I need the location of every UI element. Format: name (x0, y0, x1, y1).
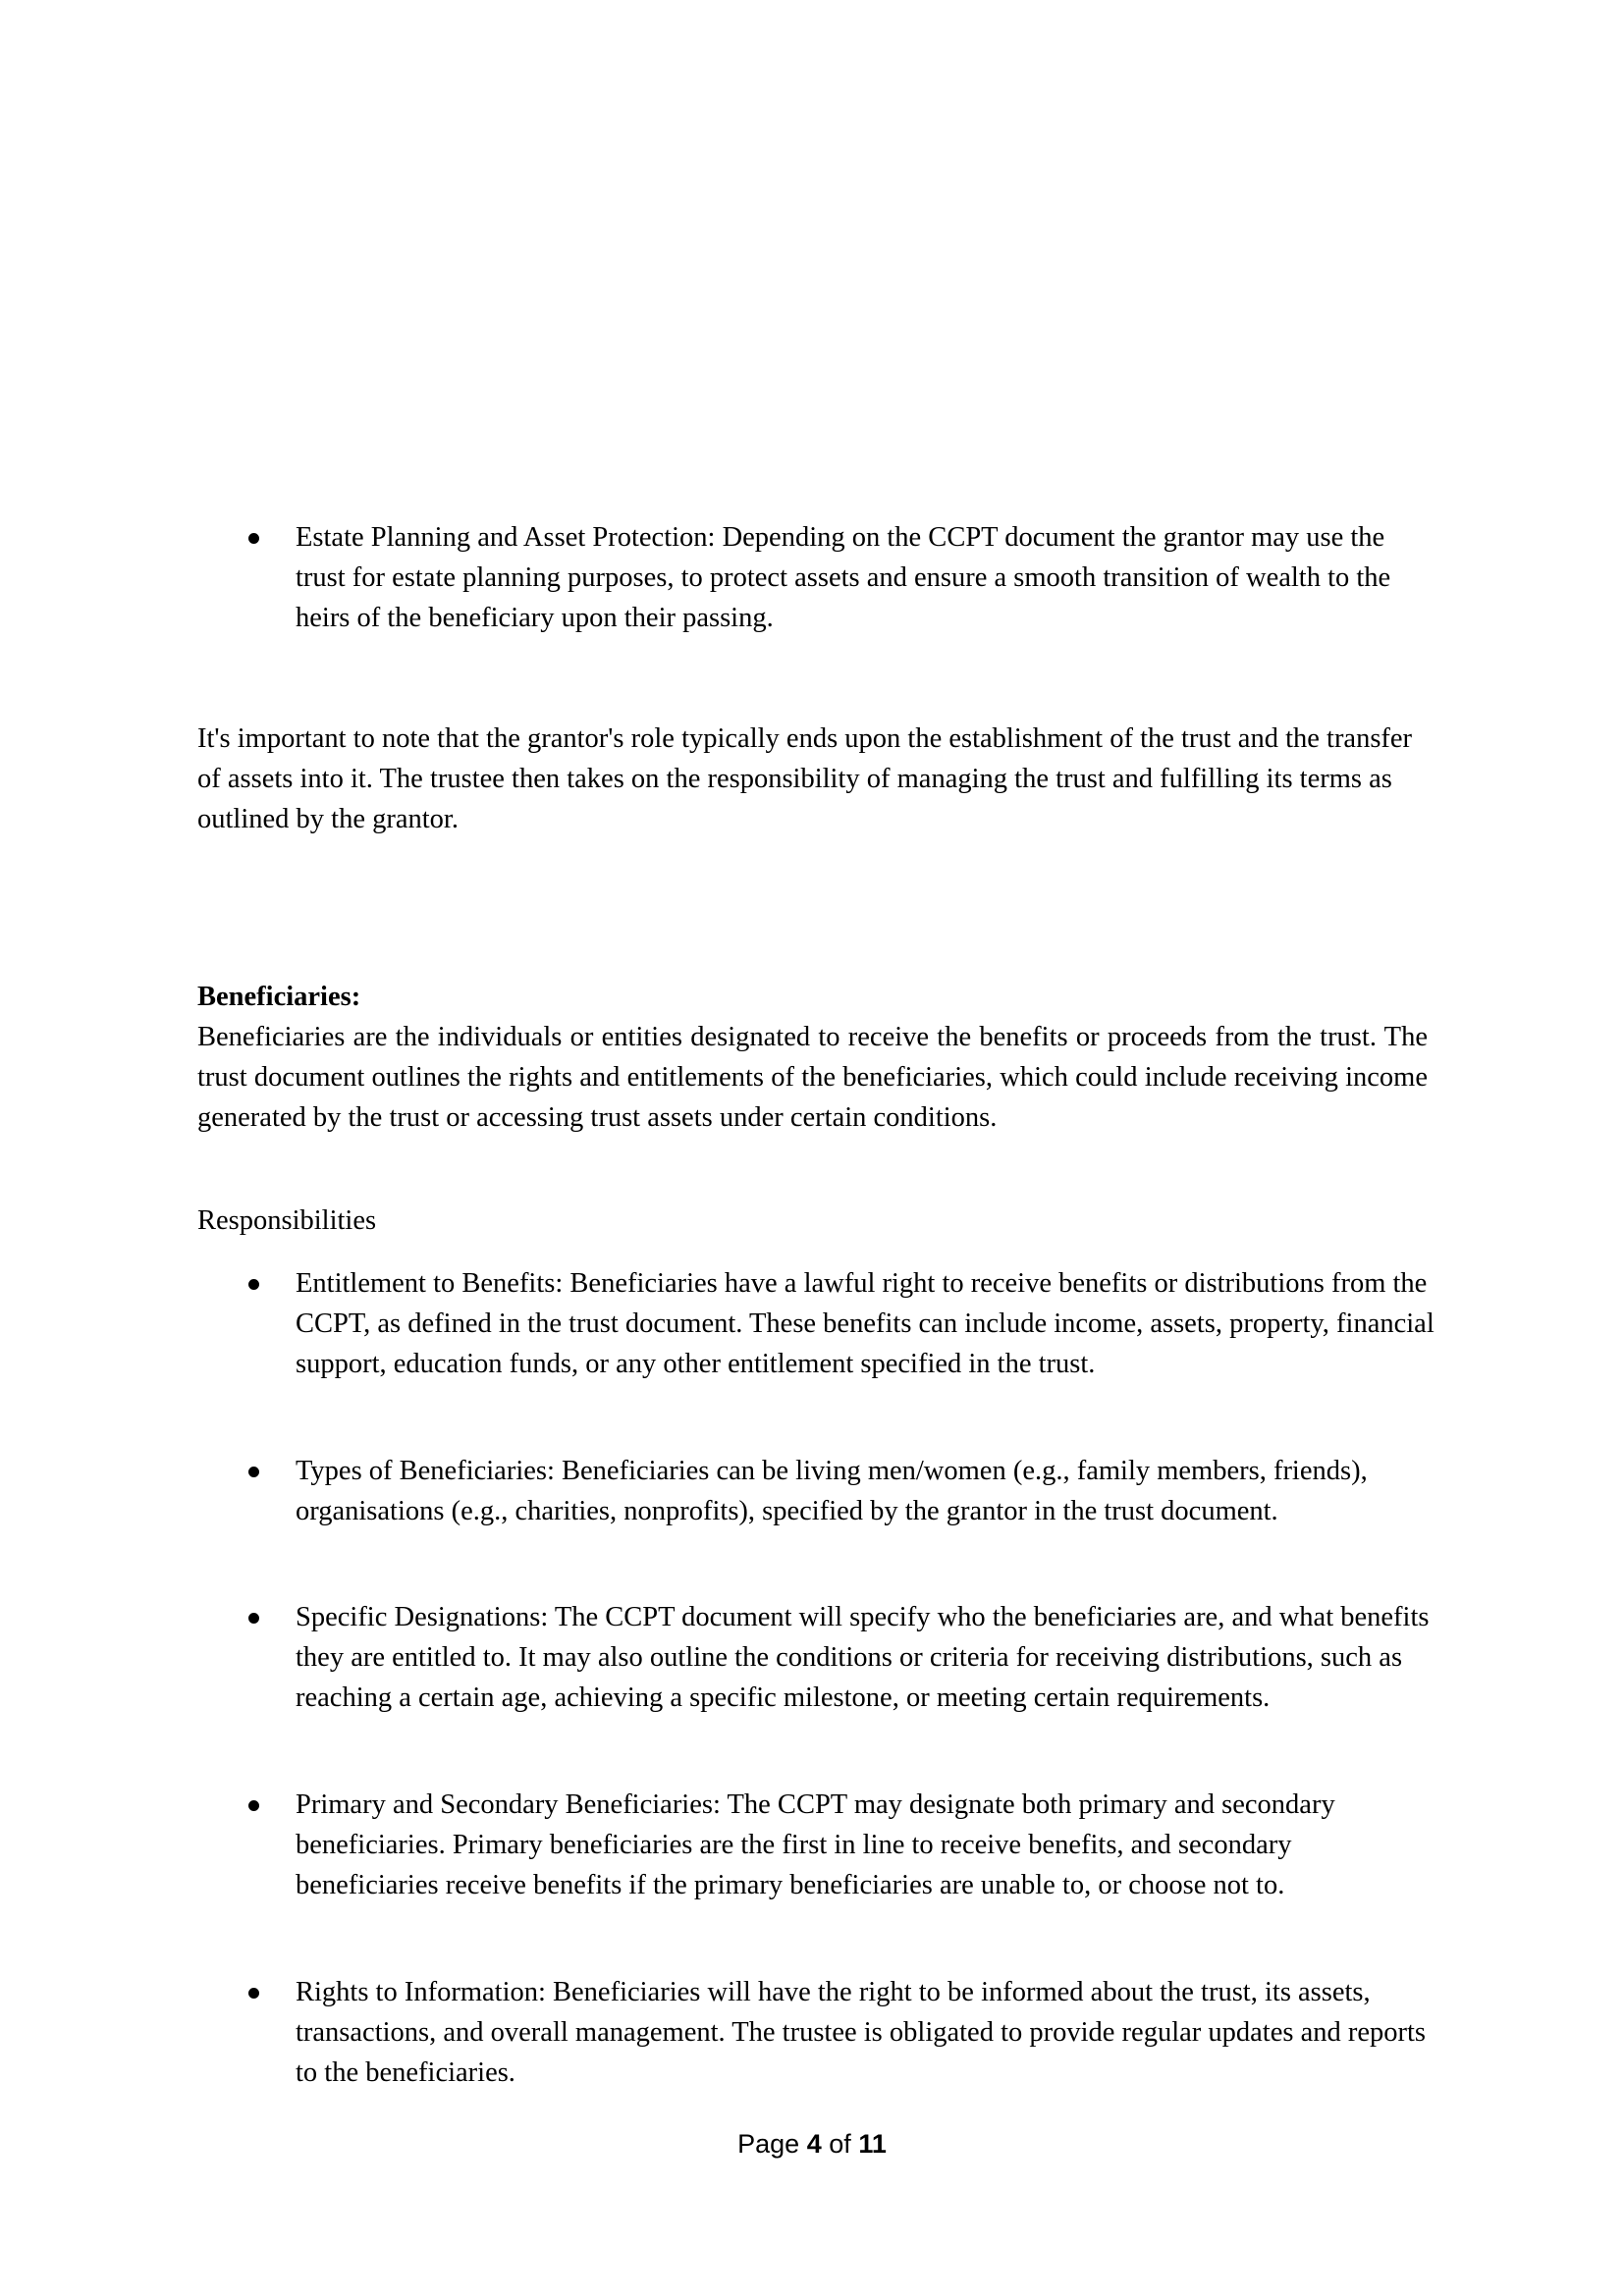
subheading-responsibilities: Responsibilities (197, 1205, 377, 1236)
beneficiaries-intro-paragraph: Beneficiaries are the individuals or entities designated to receive the benefits or proceeds from the trust. The trust document outlines the rights and entitlements of the beneficiaries, which could include receiving income generated by the trust or accessing trust assets under certain conditions. (197, 1022, 1428, 1134)
list-item-text: Types of Beneficiaries: Beneficiaries can be living men/women (e.g., family members, friends), organisations (e.g., charities, nonprofits), specified by the grantor in the trust document. (296, 1456, 1368, 1527)
section-heading-beneficiaries: Beneficiaries: (197, 982, 361, 1012)
list-item-text: Specific Designations: The CCPT document will specify who the beneficiaries are, and what benefits they are entitled to. It may also outline the conditions or criteria for receiving distributions, such as reaching a certain age, achieving a specific milestone, or meeting certain requirements. (296, 1602, 1430, 1714)
page-number-footer (0, 2129, 1624, 2160)
list-item-text: Entitlement to Benefits: Beneficiaries have a lawful right to receive benefits or distributions from the CCPT, as defined in the trust document. These benefits can include income, assets, property, financial support, education funds, or any other entitlement specified in the trust. (296, 1268, 1435, 1380)
list-item-text: Estate Planning and Asset Protection: Depending on the CCPT document the grantor may use the trust for estate planning purposes, to protect assets and ensure a smooth transition of wealth to the heirs of the beneficiary upon their passing. (296, 522, 1391, 634)
total-pages-number: 11 (858, 2129, 887, 2159)
grantor-role-note: It's important to note that the grantor's role typically ends upon the establishment of the trust and the transfer of assets into it. The trustee then takes on the responsibility of managing the trust and fulfilling its terms as outlined by the grantor. (197, 723, 1413, 835)
list-item-text: Primary and Secondary Beneficiaries: The CCPT may designate both primary and secondary beneficiaries. Primary beneficiaries are the first in line to receive benefits, and secondary beneficiaries receive benefits if the primary beneficiaries are unable to, or choose not to. (296, 1789, 1335, 1901)
list-item-text: Rights to Information: Beneficiaries will have the right to be informed about the trust, its assets, transactions, and overall management. The trustee is obligated to provide regular updates and reports to the beneficiaries. (296, 1977, 1426, 2089)
page-label: Page (737, 2129, 800, 2159)
current-page-number: 4 (806, 2129, 822, 2159)
of-label: of (829, 2129, 851, 2159)
